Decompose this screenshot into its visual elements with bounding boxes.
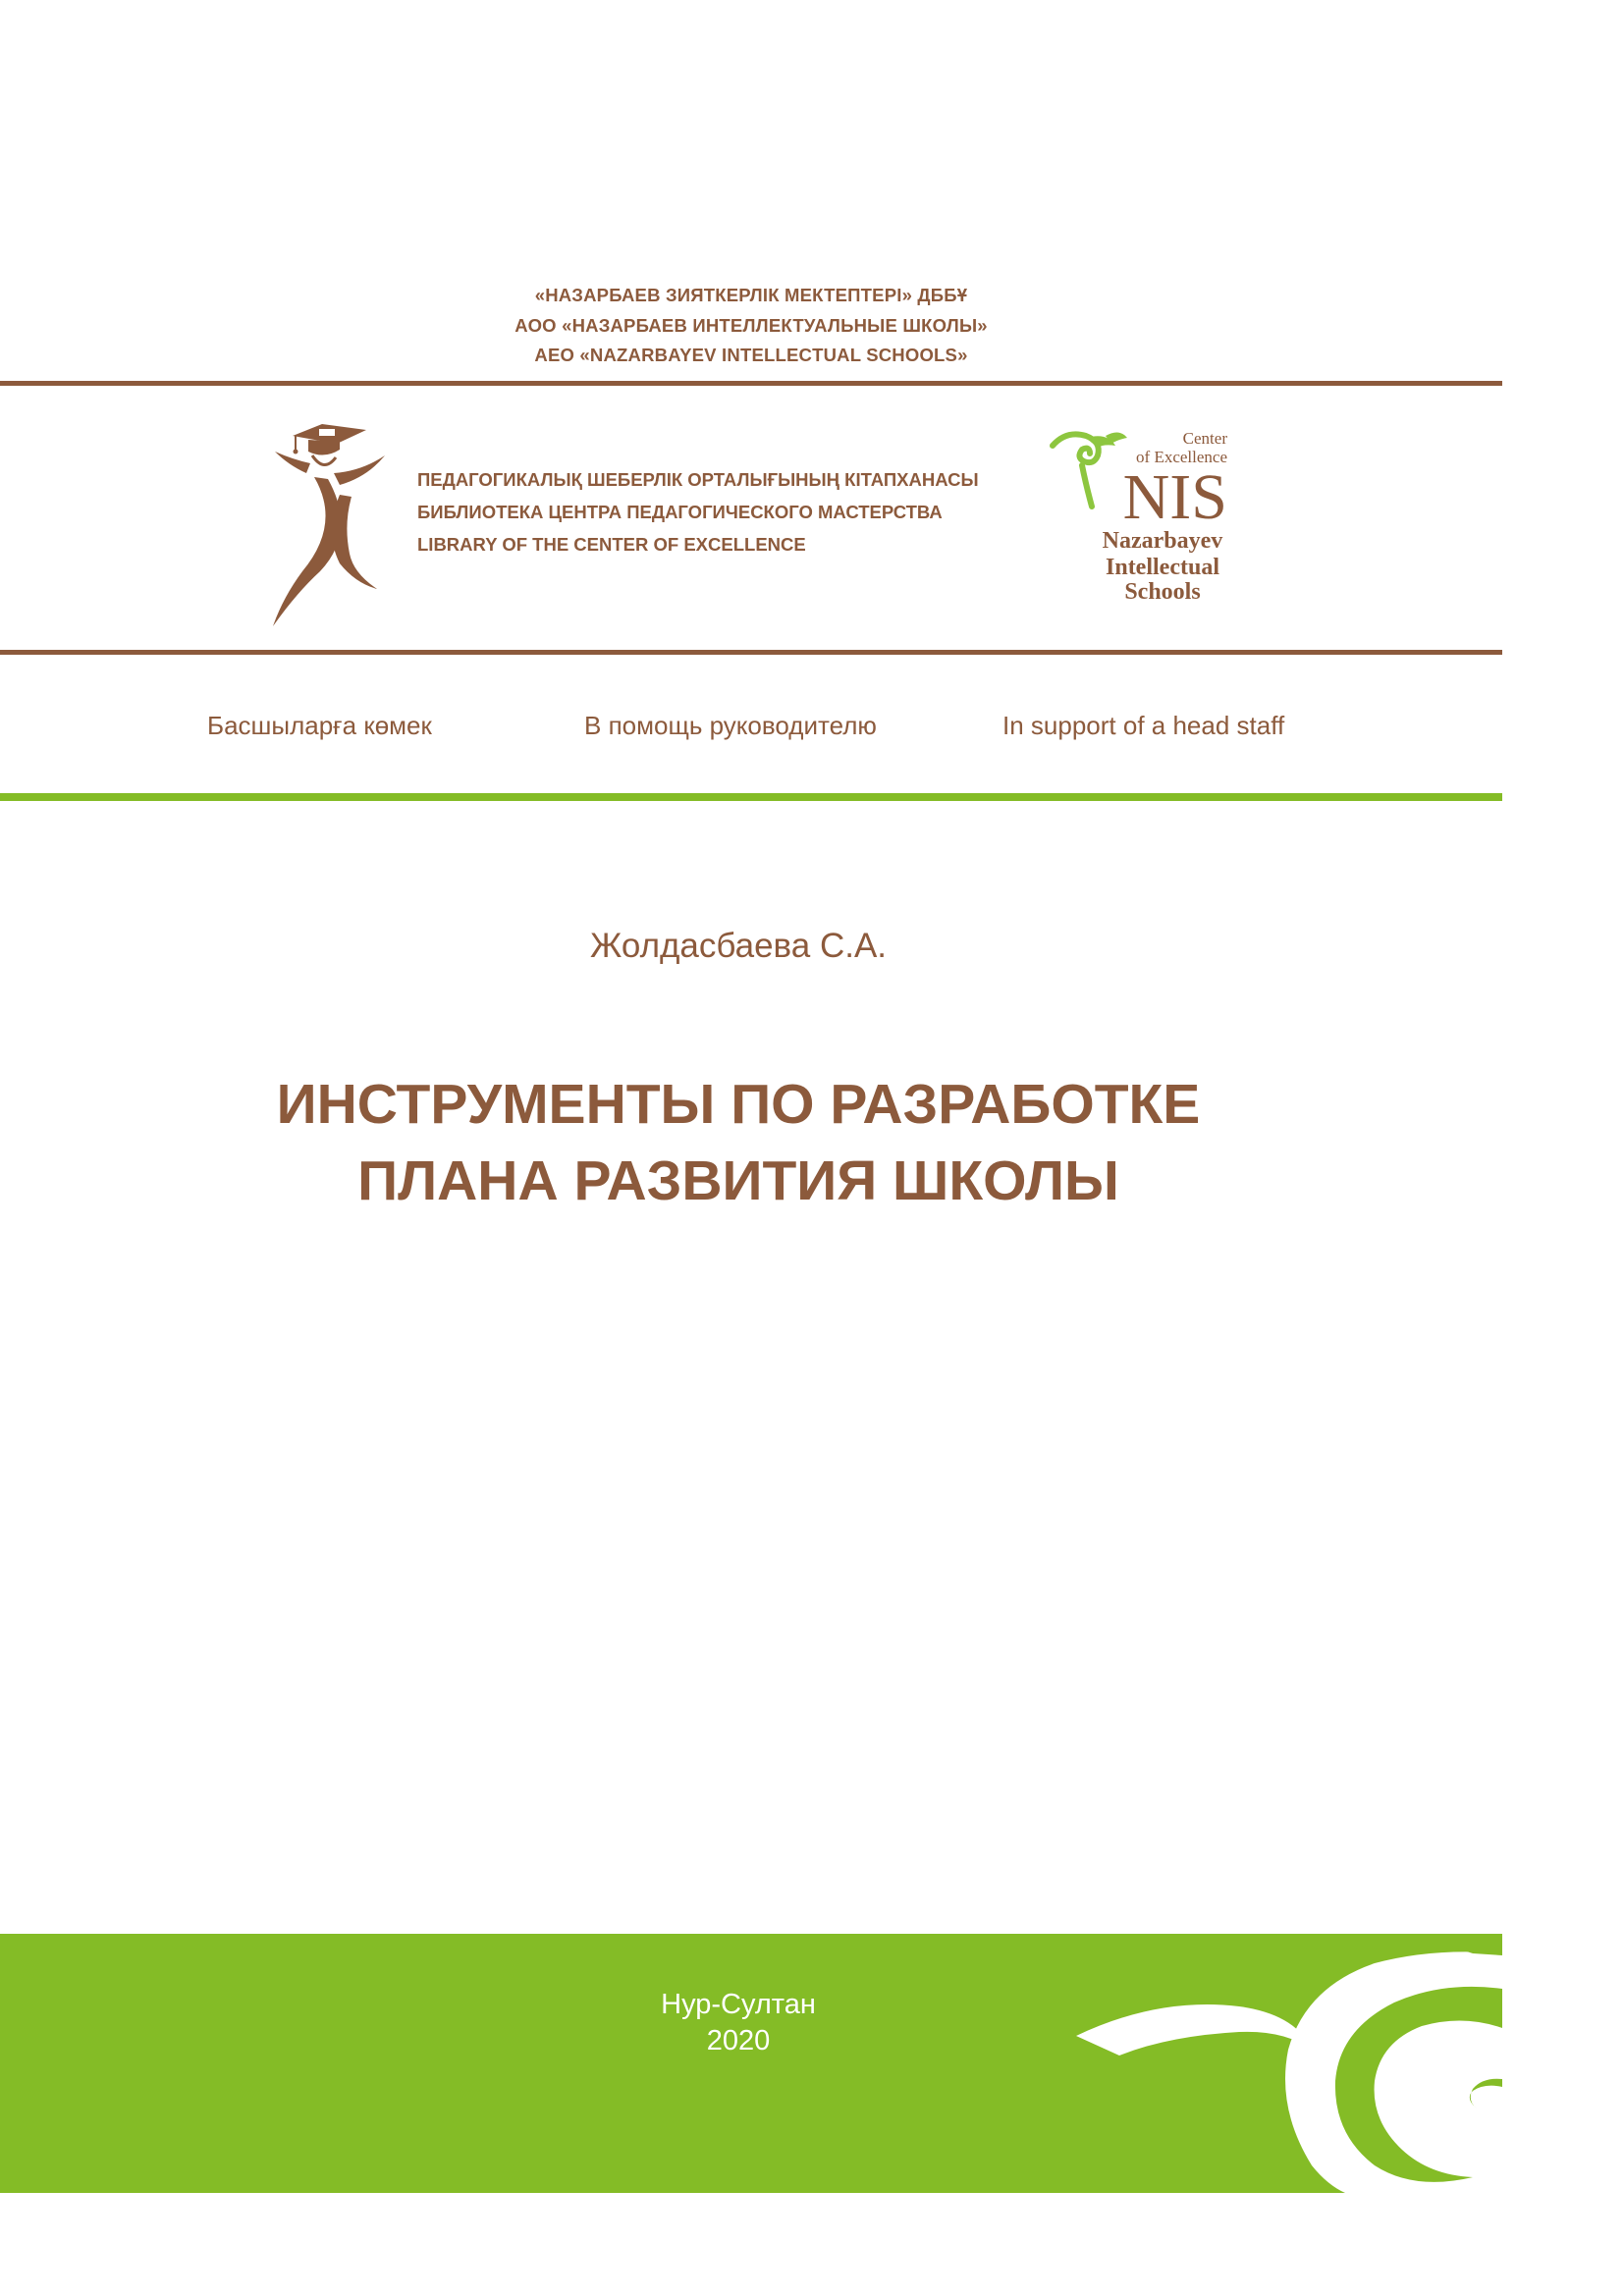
org-name-ru: АОО «НАЗАРБАЕВ ИНТЕЛЛЕКТУАЛЬНЫЕ ШКОЛЫ» — [514, 314, 988, 336]
document-title — [0, 1066, 1477, 1219]
organization-header — [0, 281, 1502, 371]
graduate-figure-logo-icon — [263, 416, 391, 632]
author-name: Жолдасбаева С.А. — [589, 927, 888, 965]
svg-text:Schools: Schools — [1124, 579, 1201, 605]
library-line-ru: БИБЛИОТЕКА ЦЕНТРА ПЕДАГОГИЧЕСКОГО МАСТЕРСТВА — [417, 502, 943, 522]
org-name-kz: «НАЗАРБАЕВ ЗИЯТКЕРЛІК МЕКТЕПТЕРІ» ДББҰ — [534, 285, 968, 305]
org-name-en: AEO «NAZARBAYEV INTELLECTUAL SCHOOLS» — [534, 345, 968, 365]
footer-band — [0, 1934, 1502, 2193]
year: 2020 — [706, 2025, 771, 2056]
svg-text:Intellectual: Intellectual — [1106, 555, 1219, 580]
svg-text:Center: Center — [1182, 429, 1227, 448]
series-label-ru: В помощь руководителю — [584, 711, 877, 740]
library-line-en: LIBRARY OF THE CENTER OF EXCELLENCE — [417, 534, 806, 555]
title-line-1: ИНСТРУМЕНТЫ ПО РАЗРАБОТКЕ — [276, 1073, 1201, 1136]
svg-text:Nazarbayev: Nazarbayev — [1102, 528, 1223, 554]
title-line-2: ПЛАНА РАЗВИТИЯ ШКОЛЫ — [357, 1149, 1119, 1212]
svg-text:NIS: NIS — [1122, 461, 1227, 533]
top-divider — [0, 381, 1502, 386]
library-line-kz: ПЕДАГОГИКАЛЫҚ ШЕБЕРЛІК ОРТАЛЫҒЫНЫҢ КІТАПХАНАСЫ — [417, 469, 979, 490]
city: Нур-Султан — [661, 1989, 816, 2020]
imprint — [0, 1987, 1477, 2059]
library-block — [417, 463, 979, 561]
middle-divider — [0, 650, 1502, 655]
series-label-en: In support of a head staff — [1002, 711, 1285, 740]
series-label-kz: Басшыларға көмек — [207, 711, 432, 740]
nis-center-of-excellence-logo-icon — [1047, 424, 1233, 611]
svg-text:of Excellence: of Excellence — [1136, 448, 1227, 466]
green-divider — [0, 793, 1502, 801]
